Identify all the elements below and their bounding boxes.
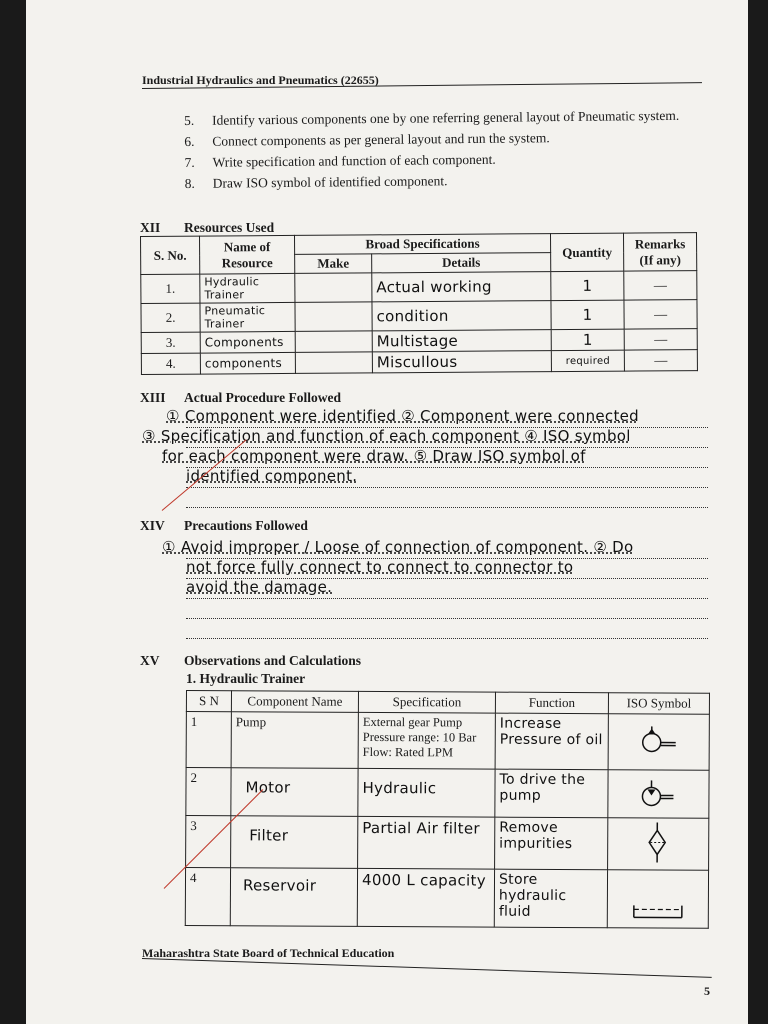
- procedure-line: ③ Specification and function of each component ④ ISO symbol: [142, 427, 631, 445]
- cell-component: Motor: [231, 768, 358, 817]
- step-item: [184, 128, 704, 150]
- cell-details: Actual working: [372, 272, 551, 302]
- answer-line: [186, 507, 708, 508]
- cell-details: Miscullous: [372, 351, 551, 373]
- section-number: XIV: [140, 518, 165, 533]
- col-header-details: Details: [372, 253, 551, 273]
- col-header-remarks: Remarks (If any): [623, 233, 696, 272]
- filter-symbol-icon: [635, 822, 681, 862]
- cell-remarks: —: [624, 300, 697, 330]
- cell-specification: Partial Air filter: [358, 816, 495, 869]
- cell-sno: 4.: [141, 353, 200, 374]
- col-header-function: Function: [495, 692, 608, 714]
- cell-sn: 2: [186, 768, 231, 816]
- cell-quantity: 1: [551, 329, 624, 351]
- table-row: [141, 350, 697, 375]
- table-row: [186, 816, 709, 871]
- cell-function: Remove impurities: [495, 817, 608, 870]
- cell-remarks: —: [624, 271, 697, 301]
- page-number: 5: [704, 984, 710, 998]
- table-row: [185, 868, 708, 929]
- cell-function: Store hydraulic fluid: [494, 869, 607, 928]
- cell-specification: 4000 L capacity: [357, 868, 494, 927]
- footer-title: Maharashtra State Board of Technical Education: [142, 946, 395, 960]
- cell-quantity: required: [551, 350, 624, 372]
- cell-quantity: 1: [551, 300, 624, 330]
- precautions-heading: [140, 518, 308, 534]
- answer-line: [186, 598, 708, 599]
- precaution-line: not force fully connect to connect to connector to: [186, 558, 574, 576]
- step-number: 8.: [184, 175, 195, 191]
- cell-name: Hydraulic Trainer: [200, 273, 295, 303]
- cell-function: Increase Pressure of oil: [495, 713, 608, 770]
- spec-line: Flow: Rated LPM: [362, 744, 454, 760]
- cell-name: Components: [200, 331, 295, 353]
- table-header-row: [186, 691, 709, 715]
- col-header-sno: S. No.: [141, 236, 200, 274]
- col-header-sn: S N: [186, 691, 231, 712]
- spec-line: External gear Pump: [362, 714, 463, 730]
- step-item: [184, 107, 704, 129]
- col-header-component: Component Name: [231, 691, 358, 713]
- step-number: 7.: [184, 154, 195, 170]
- cell-make: [295, 302, 372, 332]
- procedure-line: identified component.: [186, 467, 358, 485]
- cell-iso-symbol: [608, 714, 709, 771]
- answer-line: [186, 487, 708, 488]
- resources-table: [140, 232, 698, 375]
- observations-table: [185, 690, 710, 929]
- cell-component: Reservoir: [230, 868, 357, 927]
- section-title: Resources Used: [184, 220, 275, 235]
- cell-details: condition: [372, 301, 551, 331]
- cell-sno: 3.: [141, 332, 200, 353]
- table-row: [186, 768, 709, 819]
- steps-list: [184, 107, 705, 196]
- document-page: [26, 0, 748, 1024]
- resources-heading: [140, 220, 274, 236]
- section-title: Precautions Followed: [184, 518, 308, 533]
- cell-function: To drive the pump: [495, 769, 608, 818]
- cell-remarks: —: [624, 329, 697, 351]
- step-item: [184, 149, 704, 171]
- step-number: 6.: [184, 133, 195, 149]
- table-row: [141, 271, 697, 304]
- pump-symbol-icon: [636, 722, 682, 758]
- observations-heading: [140, 653, 361, 669]
- cell-sn: 1: [186, 712, 231, 768]
- section-number: XII: [140, 220, 161, 235]
- procedure-line: ① Component were identified ② Component were connected: [166, 407, 639, 425]
- table-header-row: [141, 233, 697, 256]
- col-header-name: Name of Resource: [200, 235, 295, 274]
- col-header-broad: Broad Specifications: [294, 234, 550, 255]
- step-number: 5.: [184, 112, 195, 128]
- cell-name: components: [200, 352, 295, 374]
- cell-sno: 2.: [141, 303, 200, 332]
- precaution-line: ① Avoid improper / Loose of connection of component. ② Do: [162, 538, 634, 556]
- table-row: [141, 300, 697, 333]
- precaution-line: avoid the damage.: [186, 578, 333, 596]
- cell-component: Pump: [231, 712, 358, 769]
- cell-make: [295, 352, 372, 374]
- section-number: XV: [140, 653, 160, 668]
- col-header-specification: Specification: [358, 691, 495, 713]
- cell-component: Filter: [231, 816, 358, 869]
- cell-sn: 3: [186, 816, 231, 868]
- reservoir-symbol-icon: [628, 901, 688, 921]
- step-item: [185, 170, 705, 192]
- answer-line: [186, 638, 708, 639]
- col-header-make: Make: [295, 254, 372, 274]
- cell-quantity: 1: [551, 271, 624, 301]
- section-number: XIII: [140, 390, 166, 405]
- cell-specification: [358, 712, 495, 769]
- table-row: [186, 712, 709, 771]
- procedure-line: for each component were draw. ⑤ Draw ISO symbol of: [162, 447, 586, 465]
- motor-symbol-icon: [635, 774, 681, 810]
- cell-name: Pneumatic Trainer: [200, 302, 295, 332]
- section-title: Observations and Calculations: [184, 653, 362, 668]
- step-text: Write specification and function of each component.: [212, 151, 496, 170]
- step-text: Draw ISO symbol of identified component.: [212, 173, 448, 191]
- cell-sn: 4: [185, 868, 230, 926]
- section-title: Actual Procedure Followed: [184, 390, 341, 405]
- footer-rule: [142, 958, 712, 978]
- cell-make: [295, 273, 372, 303]
- col-header-iso: ISO Symbol: [608, 693, 709, 715]
- cell-details: Multistage: [372, 330, 551, 352]
- cell-remarks: —: [624, 350, 697, 372]
- cell-specification: Hydraulic: [358, 768, 495, 817]
- cell-make: [295, 331, 372, 353]
- answer-line: [186, 618, 708, 619]
- step-text: Connect components as per general layout and run the system.: [212, 130, 550, 149]
- procedure-heading: [140, 390, 341, 406]
- cell-iso-symbol: [608, 770, 709, 819]
- spec-line: Pressure range: 10 Bar: [362, 729, 477, 745]
- header-title: Industrial Hydraulics and Pneumatics (22655): [142, 73, 379, 87]
- cell-sno: 1.: [141, 274, 200, 303]
- cell-iso-symbol: [607, 870, 708, 929]
- cell-iso-symbol: [608, 818, 709, 871]
- col-header-quantity: Quantity: [550, 233, 623, 272]
- step-text: Identify various components one by one referring general layout of Pneumatic system.: [212, 107, 680, 128]
- observations-subtitle: 1. Hydraulic Trainer: [186, 671, 306, 686]
